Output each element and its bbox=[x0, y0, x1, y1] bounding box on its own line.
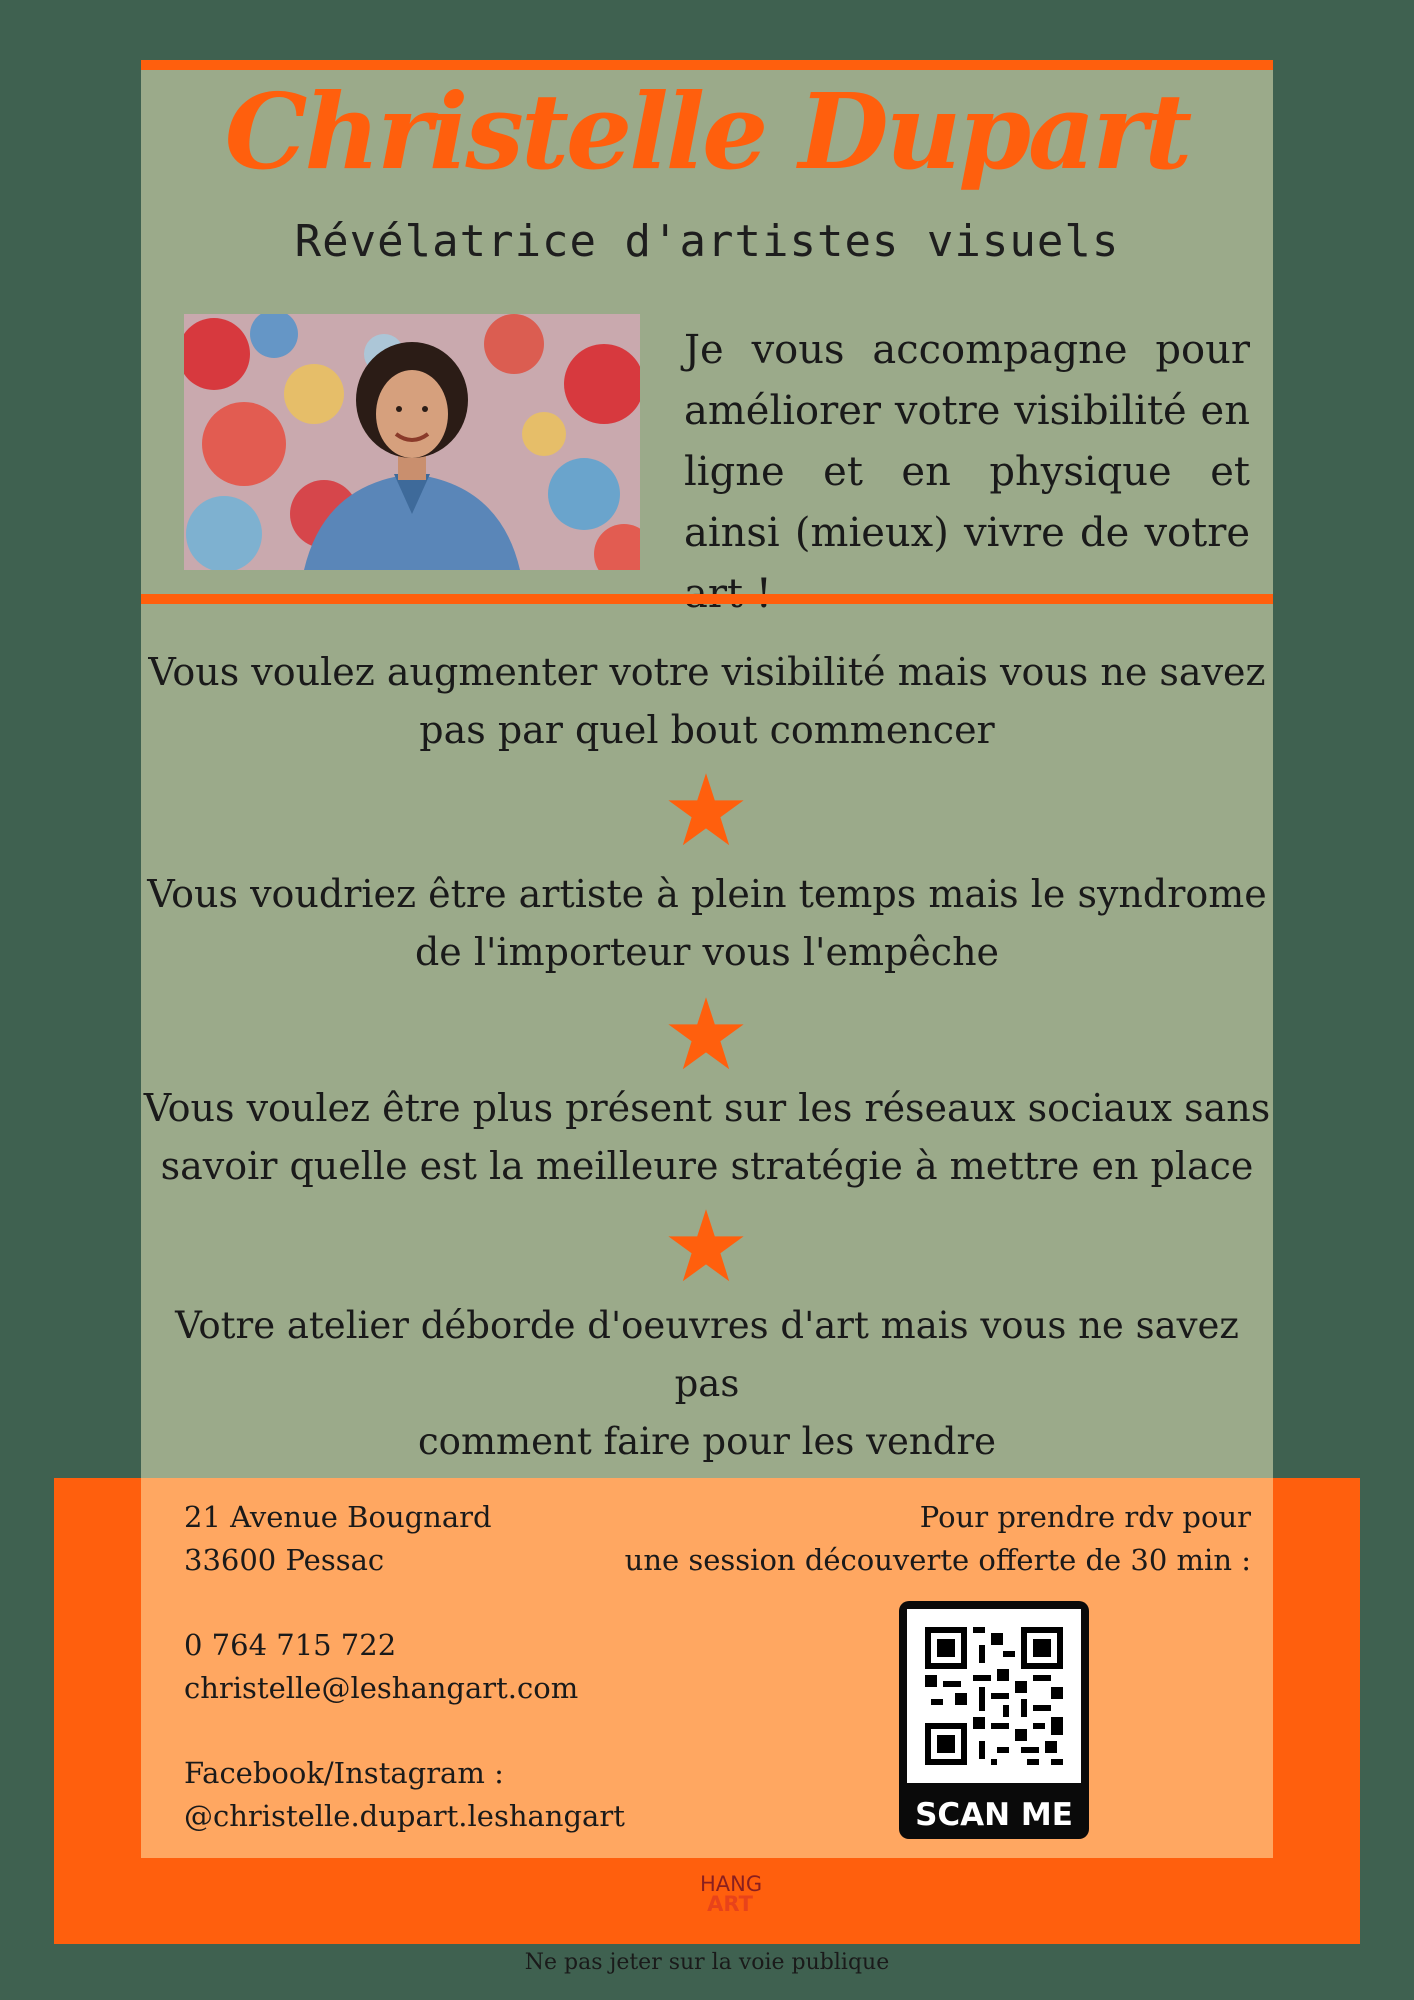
pain-point-3 bbox=[141, 1079, 1273, 1195]
pain-point-2 bbox=[141, 865, 1273, 981]
booking-line: Pour prendre rdv pour bbox=[919, 1500, 1251, 1534]
star-icon bbox=[666, 770, 746, 850]
pain-point-line: de l'importeur vous l'empêche bbox=[414, 930, 1000, 974]
pain-point-line: savoir quelle est la meilleure stratégie à mettre en place bbox=[160, 1144, 1254, 1188]
author-name: Christelle Dupart bbox=[224, 70, 1190, 193]
disclaimer: Ne pas jeter sur la voie publique bbox=[524, 1950, 890, 1975]
logo-bottom: ART bbox=[707, 1892, 753, 1916]
social-handle[interactable]: @christelle.dupart.leshangart bbox=[184, 1799, 625, 1833]
pain-point-line: Vous voudriez être artiste à plein temps mais le syndrome bbox=[147, 872, 1267, 916]
social-label: Facebook/Instagram : bbox=[184, 1756, 504, 1790]
pain-point-line: comment faire pour les vendre bbox=[417, 1420, 997, 1463]
top-divider bbox=[141, 60, 1273, 70]
pain-point-line: Votre atelier déborde d'oeuvres d'art mais vous ne savez pas bbox=[175, 1304, 1239, 1405]
contact-block bbox=[184, 1496, 625, 1838]
hangart-logo bbox=[700, 1872, 763, 1920]
booking-block bbox=[625, 1496, 1251, 1582]
intro-text: Je vous accompagne pour améliorer votre visibilité en ligne et en physique et ainsi (mieux) vivre de votre bbox=[684, 327, 1250, 556]
author-subtitle: Révélatrice d'artistes visuels bbox=[294, 216, 1120, 267]
pain-point-line: pas par quel bout commencer bbox=[419, 708, 995, 752]
star-icon bbox=[666, 1206, 746, 1286]
qr-code[interactable] bbox=[899, 1601, 1089, 1839]
middle-divider bbox=[141, 594, 1273, 604]
address-city: 33600 Pessac bbox=[184, 1543, 385, 1577]
email-address[interactable]: christelle@leshangart.com bbox=[184, 1671, 579, 1705]
portrait-photo bbox=[184, 314, 640, 570]
pain-point-1 bbox=[141, 643, 1273, 759]
qr-label: SCAN ME bbox=[915, 1797, 1073, 1833]
phone-number[interactable]: 0 764 715 722 bbox=[184, 1628, 397, 1662]
star-icon bbox=[666, 994, 746, 1074]
pain-point-line: Vous voulez augmenter votre visibilité mais vous ne savez bbox=[148, 650, 1266, 694]
qr-pattern bbox=[907, 1609, 1081, 1783]
booking-line: une session découverte offerte de 30 min : bbox=[624, 1543, 1251, 1577]
address-street: 21 Avenue Bougnard bbox=[184, 1500, 492, 1534]
pain-point-line: Vous voulez être plus présent sur les réseaux sociaux sans bbox=[143, 1086, 1271, 1130]
pain-point-4 bbox=[141, 1297, 1273, 1471]
logo-top: HANG bbox=[700, 1872, 763, 1896]
